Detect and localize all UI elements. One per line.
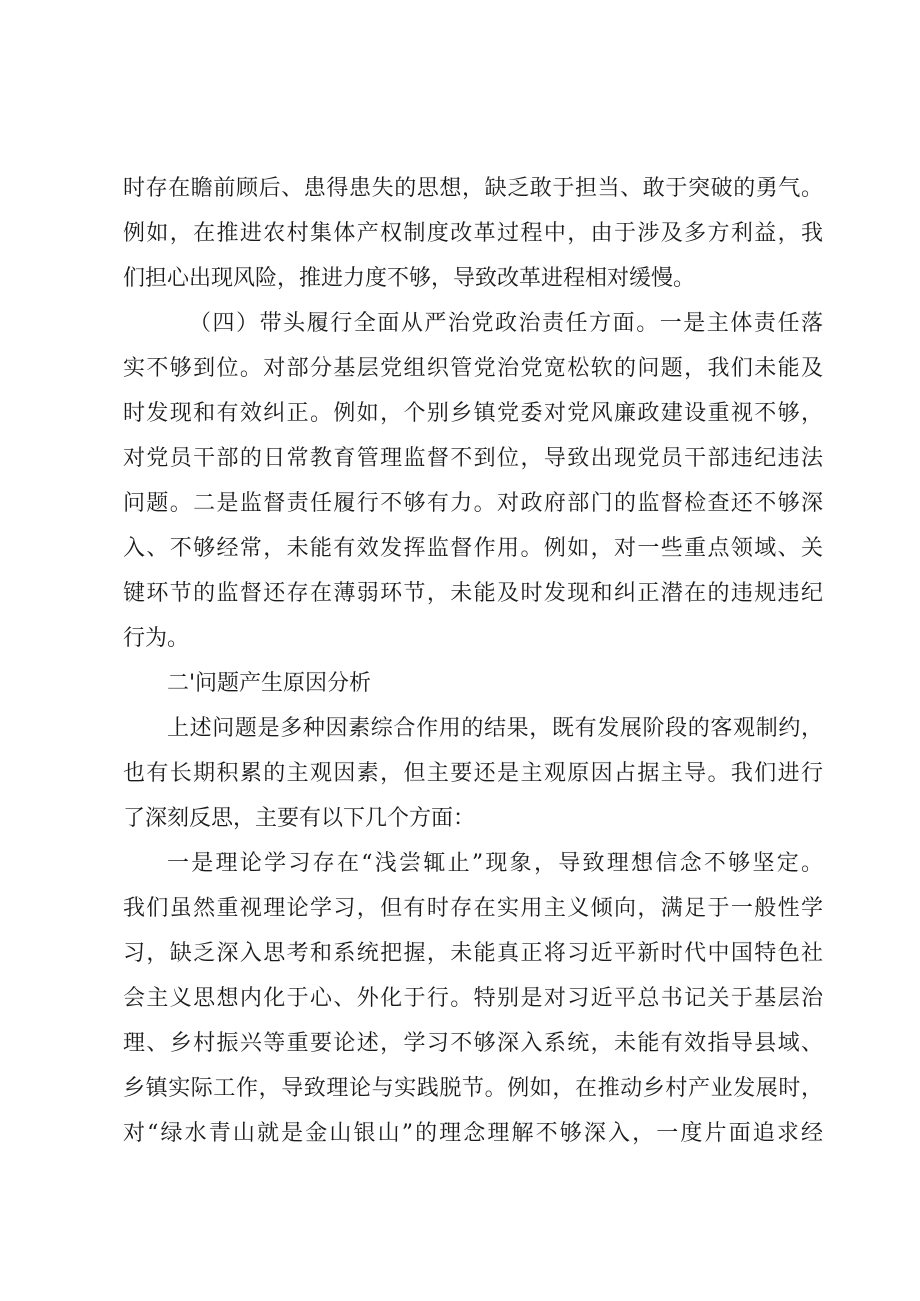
text-line: 理、乡村振兴等重要论述，学习不够深入系统，未能有效指导县域、 — [123, 1031, 823, 1056]
section-four-paragraph — [123, 301, 823, 661]
text-line: 上述问题是多种因素综合作用的结果，既有发展阶段的客观制约， — [167, 716, 823, 741]
text-line: 们担心出现风险，推进力度不够，导致改革进程相对缓慢。 — [123, 266, 696, 291]
text-line: 也有长期积累的主观因素，但主要还是主观原因占据主导。我们进行 — [123, 761, 823, 786]
text-line: 时存在瞻前顾后、患得患失的思想，缺乏敢于担当、敢于突破的勇气。 — [123, 176, 823, 201]
text-line: 例如，在推进农村集体产权制度改革过程中，由于涉及多方利益，我 — [123, 221, 823, 246]
text-line: 实不够到位。对部分基层党组织管党治党宽松软的问题，我们未能及 — [123, 356, 823, 381]
text-line: 对党员干部的日常教育管理监督不到位，导致出现党员干部违纪违法 — [123, 446, 823, 471]
text-line: 习，缺乏深入思考和系统把握，未能真正将习近平新时代中国特色社 — [123, 941, 823, 966]
text-line: 入、不够经常，未能有效发挥监督作用。例如，对一些重点领域、关 — [123, 536, 823, 561]
text-line: 我们虽然重视理论学习，但有时存在实用主义倾向，满足于一般性学 — [123, 896, 823, 921]
cause-one-paragraph — [123, 841, 823, 1156]
text-line: 对“绿水青山就是金山银山”的理念理解不够深入，一度片面追求经 — [123, 1121, 823, 1146]
text-line: 键环节的监督还存在薄弱环节，未能及时发现和纠正潜在的违规违纪 — [123, 581, 823, 606]
text-line: （四）带头履行全面从严治党政治责任方面。一是主体责任落 — [189, 311, 823, 336]
text-line: 乡镇实际工作，导致理论与实践脱节。例如，在推动乡村产业发展时， — [123, 1076, 823, 1101]
text-line: 问题。二是监督责任履行不够有力。对政府部门的监督检查还不够深 — [123, 491, 823, 516]
section-heading: 二'问题产生原因分析 — [167, 671, 372, 696]
paragraph-continuation — [123, 166, 823, 301]
text-line: 行为。 — [123, 626, 190, 651]
cause-intro-paragraph — [123, 706, 823, 841]
text-line: 时发现和有效纠正。例如，个别乡镇党委对党风廉政建设重视不够， — [123, 401, 823, 426]
text-line: 一是理论学习存在“浅尝辄止”现象，导致理想信念不够坚定。 — [167, 851, 823, 876]
document-body — [123, 166, 823, 1156]
section-two-heading — [123, 661, 823, 706]
text-line: 了深刻反思，主要有以下几个方面： — [123, 806, 476, 831]
text-line: 会主义思想内化于心、外化于行。特别是对习近平总书记关于基层治 — [123, 986, 823, 1011]
